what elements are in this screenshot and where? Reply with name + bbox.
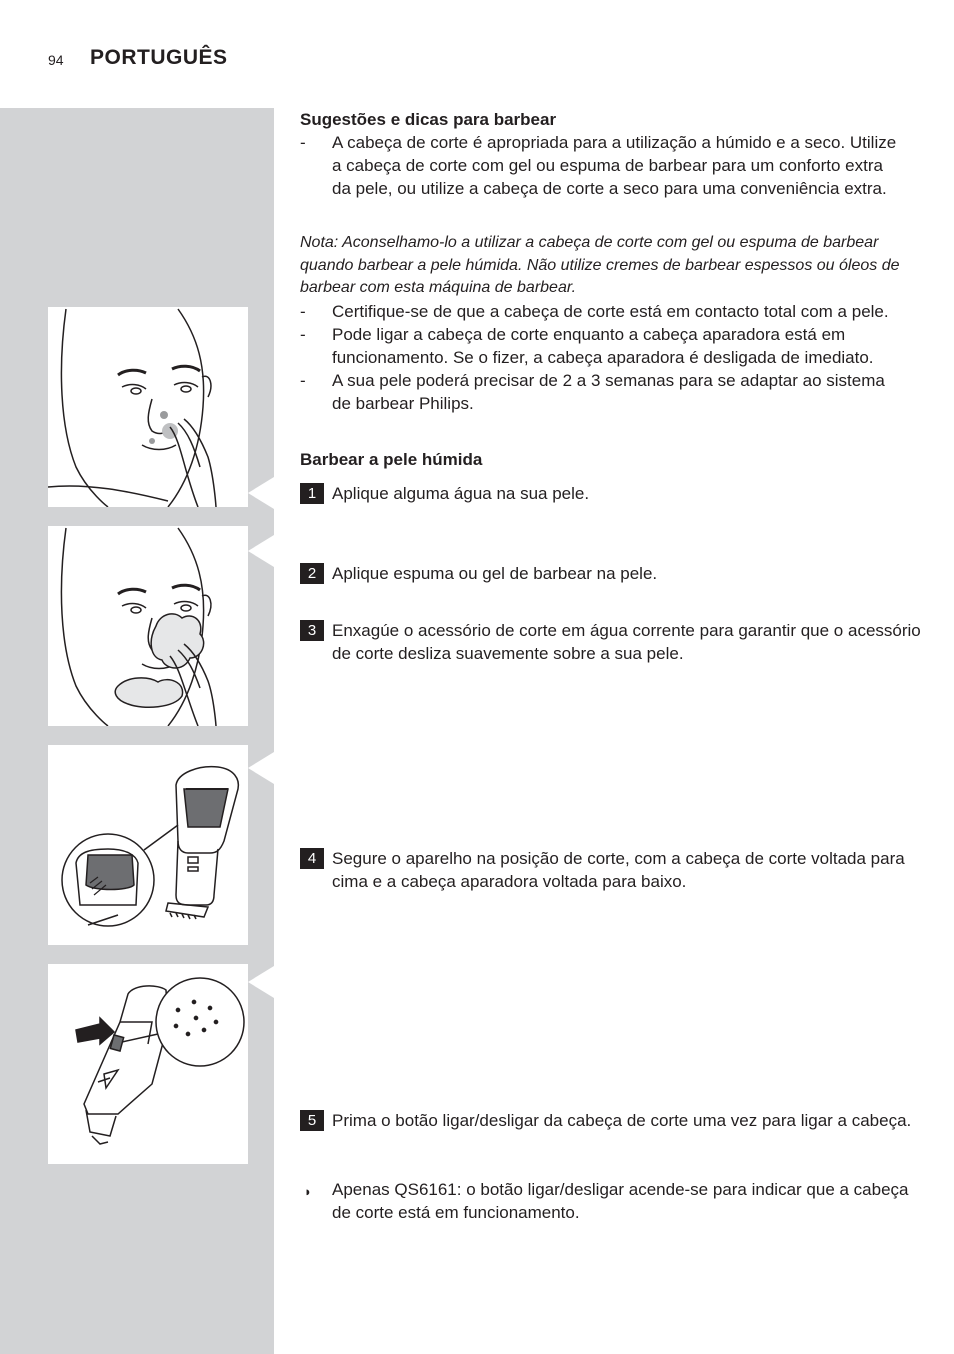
pointer-arrow	[248, 477, 274, 509]
step-text: Aplique alguma água na sua pele.	[332, 484, 590, 503]
tip-text: Pode ligar a cabeça de corte enquanto a cabeça aparadora está em funcionamento. Se o fizer, a cabeça aparadora é desligada de imediato.	[332, 325, 874, 367]
result-bullet-icon: ◗	[304, 1184, 312, 1199]
dash-marker: -	[300, 371, 306, 390]
language-title: PORTUGUÊS	[90, 46, 228, 69]
step-2	[300, 562, 932, 585]
step-4	[300, 847, 932, 893]
illustration-apply-water	[48, 307, 248, 507]
result-text: Apenas QS6161: o botão ligar/desligar acende-se para indicar que a cabeça de corte está em funcionamento.	[332, 1180, 909, 1222]
step-text: Prima o botão ligar/desligar da cabeça de corte uma vez para ligar a cabeça.	[332, 1111, 912, 1130]
dash-marker: -	[300, 325, 306, 344]
tips-heading: Sugestões e dicas para barbear	[300, 110, 557, 129]
illustration-apply-foam	[48, 526, 248, 726]
step-1	[300, 482, 932, 505]
pointer-arrow	[248, 966, 274, 998]
step-5	[300, 1109, 932, 1132]
pointer-arrow	[248, 535, 274, 567]
step-number: 2	[300, 563, 324, 584]
step-3	[300, 619, 932, 665]
page-number: 94	[48, 52, 64, 68]
tip-item	[300, 131, 900, 200]
main-content	[300, 108, 921, 1222]
illustration-press-button	[48, 964, 248, 1164]
tip-item	[300, 369, 900, 415]
note-text: Nota: Aconselhamo-lo a utilizar a cabeça de corte com gel ou espuma de barbear quando barbear a pele húmida. Não utilize cremes de barbear espessos ou óleos de barbear com esta máquina de barbear.	[300, 234, 900, 296]
pointer-arrow	[248, 752, 274, 784]
tip-item	[300, 323, 900, 369]
step-number: 4	[300, 848, 324, 869]
dash-marker: -	[300, 302, 306, 321]
illustration-hold-appliance	[48, 745, 248, 945]
step-number: 3	[300, 620, 324, 641]
step-text: Enxagúe o acessório de corte em água corrente para garantir que o acessório de corte desliza suavemente sobre a sua pele.	[332, 621, 921, 663]
illustration-sidebar	[0, 108, 274, 1354]
tip-text: A cabeça de corte é apropriada para a utilização a húmido e a seco. Utilize a cabeça de corte com gel ou espuma de barbear para um conforto extra da pele, ou utilize a cabeça de corte a seco para uma conveniência extra.	[332, 133, 897, 198]
step-text: Aplique espuma ou gel de barbear na pele.	[332, 564, 658, 583]
tip-text: A sua pele poderá precisar de 2 a 3 semanas para se adaptar ao sistema de barbear Philips.	[332, 371, 885, 413]
step-number: 1	[300, 483, 324, 504]
step-5-result	[300, 1178, 932, 1224]
dash-marker: -	[300, 133, 306, 152]
step-text: Segure o aparelho na posição de corte, com a cabeça de corte voltada para cima e a cabeça aparadora voltada para baixo.	[332, 849, 905, 891]
tip-item	[300, 300, 900, 323]
step-number: 5	[300, 1110, 324, 1131]
wet-shaving-heading: Barbear a pele húmida	[300, 450, 483, 469]
tip-text: Certifique-se de que a cabeça de corte está em contacto total com a pele.	[332, 302, 889, 321]
